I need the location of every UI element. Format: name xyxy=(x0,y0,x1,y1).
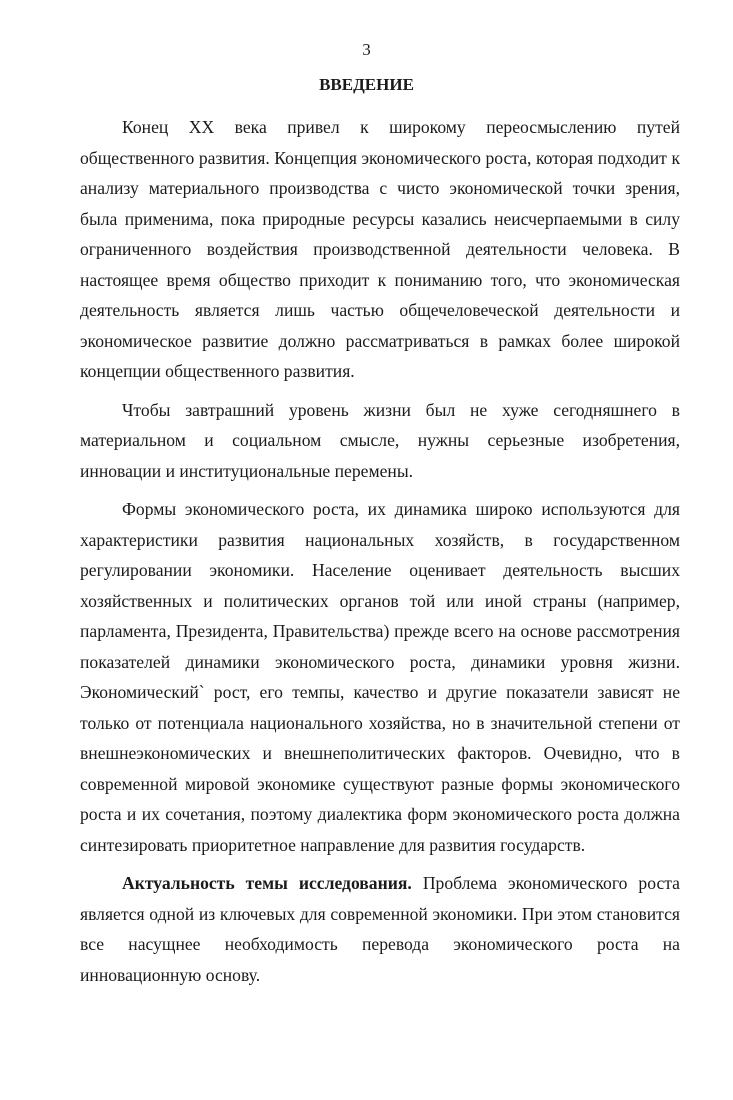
paragraph-intro xyxy=(80,112,680,387)
paragraph-living-standard xyxy=(80,395,680,487)
section-heading: ВВЕДЕНИЕ xyxy=(319,75,414,94)
page-number: 3 xyxy=(362,40,371,59)
paragraph-lead: Актуальность темы исследования. xyxy=(122,873,412,893)
body-text xyxy=(80,112,680,990)
paragraph-text: Проблема экономического роста является одной из ключевых для современной экономики. При этом становится все насущнее необходимость перевода экономического роста на инновационную основу. xyxy=(80,873,680,985)
paragraph-text: Чтобы завтрашний уровень жизни был не хуже сегодняшнего в материальном и социальном смысле, нужны серьезные изобретения, инновации и институциональные перемены. xyxy=(80,399,680,481)
paragraph-text: Формы экономического роста, их динамика широко используются для характеристики развития национальных хозяйств, в государственном регулировании экономики. Население оценивает деятельность высших хозяйственных и политических органов той или иной страны (например, парламента, Президента, Правительства) прежде всего на основе рассмотрения показателей динамики экономического роста, динамики уровня жизни. Экономический` рост, его темпы, качество и другие показатели зависят не только от потенциала национального хозяйства, но в значительной степени от внешнеэкономических и внешнеполитических факторов. Очевидно, что в современной мировой экономике существуют разные формы экономического роста и их сочетания, поэтому диалектика форм экономического роста должна синтезировать приоритетное направление для развития государств. xyxy=(80,499,680,855)
paragraph-growth-forms xyxy=(80,494,680,860)
paragraph-text: Конец XX века привел к широкому переосмыслению путей общественного развития. Концепция экономического роста, которая подходит к анализу материального производства с чисто экономической точки зрения, была применима, пока природные ресурсы казались неисчерпаемыми в силу ограниченного воздействия производственной деятельности человека. В настоящее время общество приходит к пониманию того, что экономическая деятельность является лишь частью общечеловеческой деятельности и экономическое развитие должно рассматриваться в рамках более широкой концепции общественного развития. xyxy=(80,117,680,381)
paragraph-relevance xyxy=(80,868,680,990)
